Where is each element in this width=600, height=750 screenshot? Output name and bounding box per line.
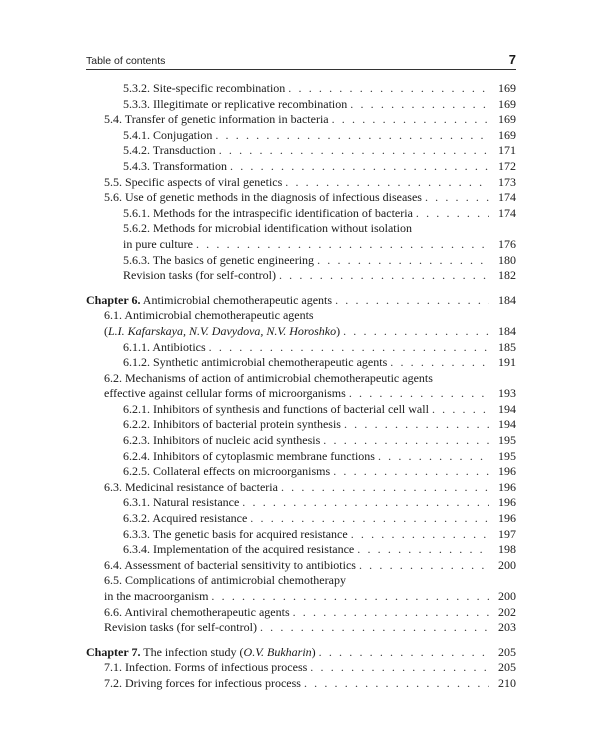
toc-entry-page: 203 bbox=[498, 620, 516, 635]
toc-entry-title: 6.1.2. Synthetic antimicrobial chemotherapeutic agents bbox=[123, 355, 388, 370]
toc-entry-page: 176 bbox=[498, 236, 516, 251]
leader-dots bbox=[332, 112, 489, 128]
toc-entry-title: 5.4.3. Transformation bbox=[123, 158, 228, 173]
toc-entry[interactable] bbox=[86, 660, 516, 676]
toc-entry-page: 196 bbox=[498, 495, 516, 510]
chapter-title: Antimicrobial chemotherapeutic agents bbox=[140, 292, 333, 307]
toc-entry-page: 200 bbox=[498, 557, 516, 572]
toc-entry-title: 6.2.2. Inhibitors of bacterial protein synthesis bbox=[123, 417, 341, 432]
leader-dots bbox=[335, 293, 489, 309]
leader-dots bbox=[279, 268, 489, 284]
toc-entry-title: 6.2.4. Inhibitors of cytoplasmic membrane functions bbox=[123, 448, 375, 463]
toc-entry-page: 193 bbox=[498, 386, 516, 401]
toc-entry-page: 169 bbox=[498, 96, 516, 111]
toc-entry[interactable] bbox=[86, 97, 516, 113]
toc-entry-page: 197 bbox=[498, 526, 516, 541]
toc-entry[interactable] bbox=[86, 511, 516, 527]
leader-dots bbox=[281, 480, 489, 496]
leader-dots bbox=[317, 253, 489, 269]
table-of-contents bbox=[86, 81, 516, 692]
leader-dots bbox=[230, 159, 489, 175]
toc-entry[interactable] bbox=[86, 620, 516, 636]
toc-entry-title: 5.6.1. Methods for the intraspecific identification of bacteria bbox=[123, 205, 413, 220]
toc-entry-title: 6.3.2. Acquired resistance bbox=[123, 511, 248, 526]
toc-entry-line: 6.2. Mechanisms of action of antimicrobial chemotherapeutic agents bbox=[104, 370, 433, 385]
toc-entry[interactable] bbox=[86, 449, 516, 465]
spacer bbox=[86, 636, 516, 645]
toc-entry-page: 174 bbox=[498, 190, 516, 205]
chapter-label: Chapter 7. bbox=[86, 644, 141, 659]
leader-dots bbox=[323, 433, 489, 449]
toc-entry-title: Revision tasks (for self-control) bbox=[104, 620, 257, 635]
leader-dots bbox=[219, 143, 489, 159]
chapter-title: The infection study ( bbox=[140, 644, 244, 659]
toc-chapter-7[interactable] bbox=[86, 645, 516, 661]
leader-dots bbox=[344, 417, 489, 433]
leader-dots bbox=[343, 324, 489, 340]
toc-entry-title: 6.6. Antiviral chemotherapeutic agents bbox=[104, 604, 290, 619]
leader-dots bbox=[378, 449, 489, 465]
toc-entry-title: Revision tasks (for self-control) bbox=[123, 268, 276, 283]
toc-entry-title: 6.2.1. Inhibitors of synthesis and functions of bacterial cell wall bbox=[123, 401, 429, 416]
leader-dots bbox=[390, 355, 489, 371]
toc-entry[interactable] bbox=[86, 464, 516, 480]
leader-dots bbox=[209, 340, 489, 356]
toc-entry-page: 171 bbox=[498, 143, 516, 158]
leader-dots bbox=[260, 620, 489, 636]
toc-entry-page: 200 bbox=[498, 589, 516, 603]
toc-entry-title: in pure culture bbox=[123, 236, 193, 251]
running-header bbox=[86, 52, 516, 74]
toc-entry-title: 6.2.3. Inhibitors of nucleic acid synthesis bbox=[123, 433, 321, 448]
toc-entry[interactable] bbox=[86, 433, 516, 449]
toc-entry-title: 5.4.1. Conjugation bbox=[123, 127, 213, 142]
toc-entry-title: 5.6.3. The basics of genetic engineering bbox=[123, 252, 315, 267]
leader-dots bbox=[242, 495, 489, 511]
leader-dots bbox=[432, 402, 489, 418]
toc-entry-page: 196 bbox=[498, 511, 516, 526]
toc-entry-title: 5.3.2. Site-specific recombination bbox=[123, 81, 286, 95]
leader-dots bbox=[293, 605, 489, 621]
toc-entry[interactable] bbox=[86, 676, 516, 692]
toc-entry-title: 5.4.2. Transduction bbox=[123, 143, 216, 158]
leader-dots bbox=[350, 97, 489, 113]
header-title: Table of contents bbox=[86, 55, 166, 67]
toc-entry[interactable] bbox=[86, 206, 516, 222]
toc-entry[interactable] bbox=[86, 605, 516, 621]
toc-entry-title: 6.3. Medicinal resistance of bacteria bbox=[104, 479, 278, 494]
toc-entry-page: 182 bbox=[498, 268, 516, 283]
toc-entry[interactable] bbox=[86, 143, 516, 159]
toc-entry[interactable] bbox=[86, 495, 516, 511]
toc-entry-title: 6.4. Assessment of bacterial sensitivity to antibiotics bbox=[104, 557, 356, 572]
author: O.V. Bukharin bbox=[243, 644, 312, 659]
toc-entry-page: 169 bbox=[498, 112, 516, 127]
toc-entry[interactable] bbox=[86, 386, 516, 402]
leader-dots bbox=[211, 589, 489, 605]
toc-entry-title: effective against cellular forms of microorganisms bbox=[104, 386, 346, 401]
toc-entry-title: 5.3.3. Illegitimate or replicative recombination bbox=[123, 96, 348, 111]
leader-dots bbox=[196, 237, 489, 253]
toc-entry[interactable] bbox=[86, 81, 516, 97]
toc-entry[interactable] bbox=[86, 175, 516, 191]
toc-entry-page: 174 bbox=[498, 205, 516, 220]
leader-dots bbox=[416, 206, 489, 222]
toc-entry[interactable] bbox=[86, 402, 516, 418]
toc-entry-page: 196 bbox=[498, 464, 516, 479]
header-rule bbox=[86, 69, 516, 70]
toc-entry-title bbox=[104, 324, 340, 340]
toc-entry[interactable] bbox=[86, 253, 516, 269]
toc-entry-line: 6.1. Antimicrobial chemotherapeutic agents bbox=[104, 308, 314, 323]
toc-entry-page: 172 bbox=[498, 158, 516, 173]
paren-close: ) bbox=[311, 644, 316, 659]
paren-open: ( bbox=[104, 323, 108, 338]
leader-dots bbox=[285, 175, 489, 191]
leader-dots bbox=[304, 676, 489, 692]
toc-entry[interactable] bbox=[86, 340, 516, 356]
toc-entry-page: 195 bbox=[498, 448, 516, 463]
toc-entry-page: 195 bbox=[498, 433, 516, 448]
leader-dots bbox=[319, 645, 489, 661]
leader-dots bbox=[288, 81, 489, 97]
toc-entry-page: 169 bbox=[498, 127, 516, 142]
toc-entry-title: 6.3.4. Implementation of the acquired resistance bbox=[123, 542, 355, 557]
toc-entry-page: 184 bbox=[498, 292, 516, 307]
toc-entry-page: 191 bbox=[498, 355, 516, 370]
toc-entry-title: 6.3.1. Natural resistance bbox=[123, 495, 240, 510]
toc-entry-title: 6.2.5. Collateral effects on microorganisms bbox=[123, 464, 331, 479]
toc-entry-page: 169 bbox=[498, 81, 516, 95]
toc-chapter-6[interactable] bbox=[86, 293, 516, 309]
toc-entry-title: 6.3.3. The genetic basis for acquired resistance bbox=[123, 526, 348, 541]
toc-entry[interactable] bbox=[86, 190, 516, 206]
toc-entry-title: 7.2. Driving forces for infectious process bbox=[104, 675, 301, 690]
chapter-label: Chapter 6. bbox=[86, 292, 141, 307]
toc-entry[interactable] bbox=[86, 237, 516, 253]
leader-dots bbox=[425, 190, 489, 206]
toc-entry-page: 173 bbox=[498, 174, 516, 189]
header-page-number: 7 bbox=[508, 52, 516, 67]
toc-entry[interactable] bbox=[86, 480, 516, 496]
toc-entry[interactable] bbox=[86, 558, 516, 574]
leader-dots bbox=[333, 464, 489, 480]
toc-entry-page: 196 bbox=[498, 479, 516, 494]
toc-entry-title: 5.5. Specific aspects of viral genetics bbox=[104, 174, 283, 189]
leader-dots bbox=[359, 558, 489, 574]
toc-entry-page: 205 bbox=[498, 644, 516, 659]
leader-dots bbox=[357, 542, 489, 558]
toc-entry[interactable] bbox=[86, 542, 516, 558]
toc-entry[interactable] bbox=[86, 268, 516, 284]
toc-entry-title: in the macroorganism bbox=[104, 589, 209, 603]
toc-entry[interactable] bbox=[86, 417, 516, 433]
toc-entry[interactable] bbox=[86, 355, 516, 371]
toc-entry[interactable] bbox=[86, 159, 516, 175]
toc-entry-page: 184 bbox=[498, 323, 516, 338]
toc-entry-line: 5.6.2. Methods for microbial identification without isolation bbox=[123, 221, 412, 236]
toc-entry-title: 5.4. Transfer of genetic information in bacteria bbox=[104, 112, 329, 127]
toc-entry[interactable] bbox=[86, 527, 516, 543]
paren-close: ) bbox=[336, 323, 341, 338]
toc-entry-page: 198 bbox=[498, 542, 516, 557]
toc-entry-title: 5.6. Use of genetic methods in the diagnosis of infectious diseases bbox=[104, 190, 422, 205]
leader-dots bbox=[351, 527, 489, 543]
leader-dots bbox=[349, 386, 489, 402]
toc-entry[interactable] bbox=[86, 112, 516, 128]
toc-entry-title: 7.1. Infection. Forms of infectious process bbox=[104, 660, 308, 675]
toc-entry[interactable] bbox=[86, 589, 516, 605]
spacer bbox=[86, 284, 516, 293]
toc-entry-page: 202 bbox=[498, 604, 516, 619]
toc-entry-page: 185 bbox=[498, 339, 516, 354]
leader-dots bbox=[250, 511, 489, 527]
toc-entry-title: 6.1.1. Antibiotics bbox=[123, 339, 206, 354]
toc-entry-page: 210 bbox=[498, 675, 516, 690]
leader-dots bbox=[215, 128, 489, 144]
toc-entry-page: 194 bbox=[498, 401, 516, 416]
leader-dots bbox=[310, 660, 489, 676]
toc-chapter-title bbox=[86, 293, 332, 309]
toc-entry-line: 6.5. Complications of antimicrobial chemotherapy bbox=[104, 573, 346, 588]
toc-entry[interactable] bbox=[86, 324, 516, 340]
toc-entry-page: 180 bbox=[498, 252, 516, 267]
authors: L.I. Kafarskaya, N.V. Davydova, N.V. Horoshko bbox=[108, 323, 337, 338]
toc-entry-page: 194 bbox=[498, 417, 516, 432]
toc-chapter-title bbox=[86, 645, 316, 661]
toc-entry-page: 205 bbox=[498, 660, 516, 675]
toc-entry[interactable] bbox=[86, 128, 516, 144]
